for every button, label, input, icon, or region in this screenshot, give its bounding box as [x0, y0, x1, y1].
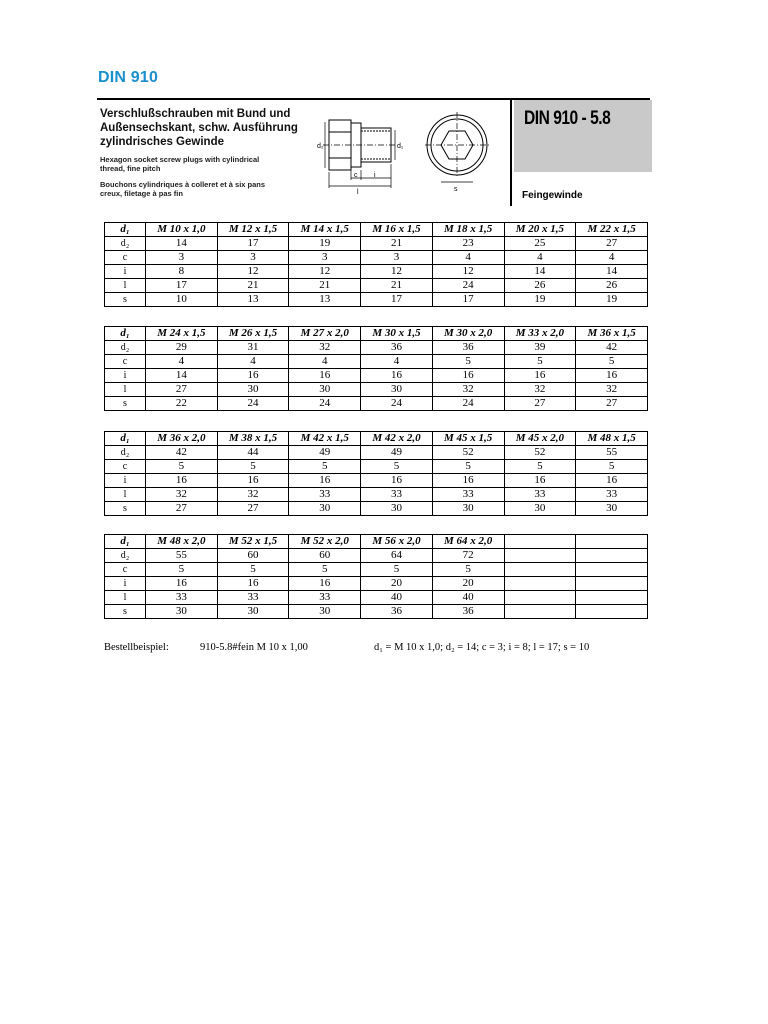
table-cell: 20	[361, 577, 433, 591]
table-cell: 30	[146, 605, 218, 619]
row-label: d₂	[105, 237, 146, 251]
header-description	[97, 100, 509, 206]
standard-subtitle: Feingewinde	[522, 190, 583, 201]
table-cell: 26	[504, 279, 576, 293]
table-cell: M 56 x 2,0	[361, 535, 433, 549]
table-row	[105, 369, 648, 383]
table-cell: 40	[361, 591, 433, 605]
label-i: i	[374, 172, 376, 179]
table-cell: 4	[576, 251, 648, 265]
table-row	[105, 563, 648, 577]
table-cell: 17	[217, 237, 289, 251]
table-cell: 30	[361, 502, 433, 516]
table-cell	[576, 535, 648, 549]
table-cell: M 42 x 2,0	[361, 432, 433, 446]
table-cell: M 38 x 1,5	[217, 432, 289, 446]
label-d2: d₂	[317, 143, 324, 150]
row-label: l	[105, 279, 146, 293]
table-cell: 39	[504, 341, 576, 355]
table-cell: M 30 x 1,5	[361, 327, 433, 341]
table-cell: 12	[289, 265, 361, 279]
order-example-code: 910-5.8#fein M 10 x 1,00	[200, 642, 308, 653]
table-cell: 27	[504, 397, 576, 411]
table-cell: 49	[361, 446, 433, 460]
standard-designation-box	[510, 100, 652, 206]
table-cell: 33	[217, 591, 289, 605]
label-d1: d₁	[397, 143, 404, 150]
table-header-row	[105, 327, 648, 341]
dimension-table	[104, 222, 648, 307]
table-row	[105, 237, 648, 251]
table-row	[105, 446, 648, 460]
table-cell: 36	[432, 341, 504, 355]
table-cell: 24	[361, 397, 433, 411]
table-cell: 40	[432, 591, 504, 605]
table-cell	[504, 591, 576, 605]
table-cell: 30	[289, 383, 361, 397]
table-cell: M 30 x 2,0	[432, 327, 504, 341]
table-cell: 49	[289, 446, 361, 460]
table-cell: 24	[289, 397, 361, 411]
table-cell: 5	[504, 460, 576, 474]
title-german-line: zylindrisches Gewinde	[100, 136, 224, 148]
table-row	[105, 383, 648, 397]
table-cell: 4	[361, 355, 433, 369]
table-cell: 4	[146, 355, 218, 369]
table-cell: 19	[289, 237, 361, 251]
table-cell: 16	[217, 474, 289, 488]
page-title: DIN 910	[98, 69, 159, 86]
table-cell: 33	[146, 591, 218, 605]
table-row	[105, 397, 648, 411]
table-cell: 5	[576, 355, 648, 369]
table-cell: M 45 x 2,0	[504, 432, 576, 446]
table-cell: 33	[289, 591, 361, 605]
row-label: d₂	[105, 549, 146, 563]
row-label: l	[105, 383, 146, 397]
row-label: c	[105, 460, 146, 474]
table-cell	[576, 563, 648, 577]
table-cell: 20	[432, 577, 504, 591]
table-cell: 30	[576, 502, 648, 516]
table-cell: 21	[217, 279, 289, 293]
table-cell: 14	[576, 265, 648, 279]
table-cell: 60	[289, 549, 361, 563]
table-cell: 36	[361, 341, 433, 355]
row-label: d₂	[105, 446, 146, 460]
title-french: Bouchons cylindriques à colleret et à six pans creux, filetage à pas fin	[100, 180, 266, 198]
table-cell: M 33 x 2,0	[504, 327, 576, 341]
row-label: d₁	[105, 223, 146, 237]
table-cell: 14	[146, 237, 218, 251]
table-cell: 33	[504, 488, 576, 502]
table-cell: 24	[432, 279, 504, 293]
table-cell: 16	[432, 474, 504, 488]
table-cell	[504, 549, 576, 563]
table-cell: 16	[146, 577, 218, 591]
table-cell: 12	[217, 265, 289, 279]
table-cell: M 16 x 1,5	[361, 223, 433, 237]
table-cell: 5	[576, 460, 648, 474]
table-cell: M 18 x 1,5	[432, 223, 504, 237]
row-label: s	[105, 397, 146, 411]
table-cell: 16	[576, 474, 648, 488]
table-cell: 16	[361, 474, 433, 488]
table-cell: 17	[361, 293, 433, 307]
table-cell	[504, 563, 576, 577]
row-label: d₁	[105, 432, 146, 446]
row-label: i	[105, 577, 146, 591]
standard-title: DIN 910 - 5.8	[524, 108, 611, 129]
table-cell: 52	[432, 446, 504, 460]
table-cell: 64	[361, 549, 433, 563]
table-cell: 60	[217, 549, 289, 563]
table-cell: 27	[217, 502, 289, 516]
table-cell: 21	[361, 237, 433, 251]
table-cell: M 52 x 2,0	[289, 535, 361, 549]
table-cell: 5	[217, 460, 289, 474]
table-cell: 16	[146, 474, 218, 488]
table-cell: 4	[217, 355, 289, 369]
table-cell: 16	[504, 474, 576, 488]
table-cell: 32	[217, 488, 289, 502]
table-cell: 16	[289, 369, 361, 383]
table-cell: 27	[146, 383, 218, 397]
table-cell: M 48 x 2,0	[146, 535, 218, 549]
title-german	[100, 107, 315, 149]
table-cell: 26	[576, 279, 648, 293]
title-english: Hexagon socket screw plugs with cylindrical thread, fine pitch	[100, 155, 260, 173]
table-row	[105, 549, 648, 563]
table-cell: 10	[146, 293, 218, 307]
table-cell: 3	[146, 251, 218, 265]
table-row	[105, 293, 648, 307]
table-cell: M 14 x 1,5	[289, 223, 361, 237]
table-cell: 52	[504, 446, 576, 460]
table-cell: 5	[361, 563, 433, 577]
table-cell: M 24 x 1,5	[146, 327, 218, 341]
row-label: d₂	[105, 341, 146, 355]
table-cell: 33	[289, 488, 361, 502]
standard-header	[97, 98, 650, 207]
table-cell: 33	[432, 488, 504, 502]
table-cell: 21	[361, 279, 433, 293]
table-cell: 21	[289, 279, 361, 293]
table-row	[105, 474, 648, 488]
table-cell: 5	[504, 355, 576, 369]
table-cell	[576, 591, 648, 605]
table-cell: 25	[504, 237, 576, 251]
table-cell: 22	[146, 397, 218, 411]
label-l: l	[357, 189, 359, 196]
table-row	[105, 355, 648, 369]
table-cell: 5	[361, 460, 433, 474]
row-label: l	[105, 591, 146, 605]
table-cell	[576, 549, 648, 563]
table-cell: M 64 x 2,0	[432, 535, 504, 549]
table-cell: 32	[432, 383, 504, 397]
screw-plug-drawing	[315, 106, 505, 196]
table-row	[105, 488, 648, 502]
row-label: l	[105, 488, 146, 502]
table-cell: 36	[432, 605, 504, 619]
table-row	[105, 265, 648, 279]
row-label: s	[105, 293, 146, 307]
table-cell: 16	[289, 577, 361, 591]
table-cell: 5	[217, 563, 289, 577]
row-label: c	[105, 563, 146, 577]
order-example-values: d₁ = M 10 x 1,0; d₂ = 14; c = 3; i = 8; l = 17; s = 10	[374, 642, 590, 653]
table-cell: M 45 x 1,5	[432, 432, 504, 446]
table-cell: 14	[504, 265, 576, 279]
order-example-label: Bestellbeispiel:	[104, 642, 169, 653]
table-cell: 24	[217, 397, 289, 411]
table-cell: 30	[217, 605, 289, 619]
table-cell: 3	[217, 251, 289, 265]
table-header-row	[105, 223, 648, 237]
row-label: i	[105, 369, 146, 383]
table-cell: M 27 x 2,0	[289, 327, 361, 341]
table-cell: 32	[146, 488, 218, 502]
table-cell: 27	[576, 397, 648, 411]
table-cell: 31	[217, 341, 289, 355]
table-cell: 16	[289, 474, 361, 488]
table-cell: 19	[576, 293, 648, 307]
table-cell: 30	[217, 383, 289, 397]
table-row	[105, 460, 648, 474]
table-cell	[576, 577, 648, 591]
table-cell: 5	[289, 563, 361, 577]
table-cell: 5	[146, 563, 218, 577]
table-cell: 72	[432, 549, 504, 563]
dimension-table	[104, 431, 648, 516]
row-label: c	[105, 355, 146, 369]
table-cell: M 20 x 1,5	[504, 223, 576, 237]
table-cell	[504, 535, 576, 549]
table-cell: 4	[504, 251, 576, 265]
table-cell: 16	[432, 369, 504, 383]
table-cell: 17	[432, 293, 504, 307]
table-cell: M 36 x 2,0	[146, 432, 218, 446]
table-cell: 16	[217, 577, 289, 591]
table-cell: 55	[146, 549, 218, 563]
order-example	[104, 641, 664, 671]
row-label: d₁	[105, 535, 146, 549]
table-cell: 5	[146, 460, 218, 474]
table-cell	[504, 577, 576, 591]
row-label: i	[105, 265, 146, 279]
table-cell: 5	[289, 460, 361, 474]
row-label: i	[105, 474, 146, 488]
table-cell: M 22 x 1,5	[576, 223, 648, 237]
dimension-table	[104, 534, 648, 619]
table-cell: 44	[217, 446, 289, 460]
table-cell: 30	[289, 502, 361, 516]
table-cell	[504, 605, 576, 619]
table-cell: 16	[217, 369, 289, 383]
table-cell: 23	[432, 237, 504, 251]
table-row	[105, 251, 648, 265]
table-cell: 8	[146, 265, 218, 279]
dimension-table	[104, 326, 648, 411]
table-cell: M 42 x 1,5	[289, 432, 361, 446]
table-cell: 14	[146, 369, 218, 383]
table-row	[105, 502, 648, 516]
table-cell: 33	[361, 488, 433, 502]
table-cell: 12	[361, 265, 433, 279]
table-row	[105, 605, 648, 619]
table-header-row	[105, 535, 648, 549]
table-cell: 30	[289, 605, 361, 619]
label-s: s	[454, 186, 458, 193]
table-cell: 17	[146, 279, 218, 293]
table-row	[105, 577, 648, 591]
table-row	[105, 279, 648, 293]
table-cell: 13	[217, 293, 289, 307]
table-cell: 16	[576, 369, 648, 383]
table-cell: 3	[361, 251, 433, 265]
table-cell: 30	[504, 502, 576, 516]
row-label: s	[105, 502, 146, 516]
table-cell: 29	[146, 341, 218, 355]
table-cell: 13	[289, 293, 361, 307]
table-row	[105, 591, 648, 605]
table-cell	[576, 605, 648, 619]
table-cell: 24	[432, 397, 504, 411]
table-cell: M 36 x 1,5	[576, 327, 648, 341]
table-cell: 3	[289, 251, 361, 265]
table-cell: 33	[576, 488, 648, 502]
label-c: c	[354, 172, 358, 179]
table-header-row	[105, 432, 648, 446]
table-cell: 5	[432, 563, 504, 577]
row-label: d₁	[105, 327, 146, 341]
table-cell: 4	[289, 355, 361, 369]
table-cell: 27	[146, 502, 218, 516]
table-cell: 27	[576, 237, 648, 251]
table-row	[105, 341, 648, 355]
table-cell: 16	[504, 369, 576, 383]
table-cell: 5	[432, 460, 504, 474]
table-cell: 42	[146, 446, 218, 460]
row-label: c	[105, 251, 146, 265]
table-cell: 32	[289, 341, 361, 355]
table-cell: M 10 x 1,0	[146, 223, 218, 237]
table-cell: 19	[504, 293, 576, 307]
row-label: s	[105, 605, 146, 619]
title-german-line: Verschlußschrauben mit Bund und	[100, 108, 291, 120]
table-cell: M 48 x 1,5	[576, 432, 648, 446]
table-cell: 55	[576, 446, 648, 460]
table-cell: M 12 x 1,5	[217, 223, 289, 237]
table-cell: 4	[432, 251, 504, 265]
table-cell: 32	[504, 383, 576, 397]
table-cell: 5	[432, 355, 504, 369]
title-german-line: Außensechskant, schw. Ausführung	[100, 122, 298, 134]
table-cell: 42	[576, 341, 648, 355]
table-cell: M 52 x 1,5	[217, 535, 289, 549]
table-cell: 12	[432, 265, 504, 279]
table-cell: 16	[361, 369, 433, 383]
table-cell: 32	[576, 383, 648, 397]
table-cell: 30	[361, 383, 433, 397]
table-cell: 36	[361, 605, 433, 619]
table-cell: 30	[432, 502, 504, 516]
table-cell: M 26 x 1,5	[217, 327, 289, 341]
